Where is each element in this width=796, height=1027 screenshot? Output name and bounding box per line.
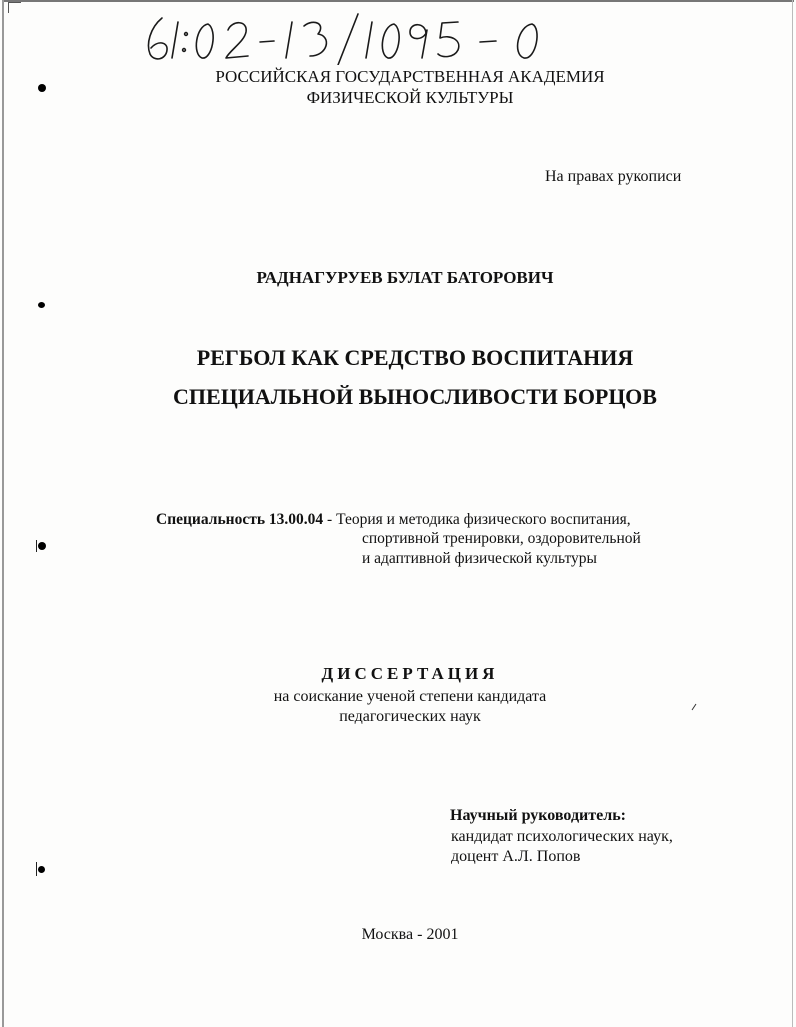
scan-tick [36, 862, 37, 876]
dissertation-degree-line-2: педагогических наук [339, 708, 481, 725]
institution-line-2: ФИЗИЧЕСКОЙ КУЛЬТУРЫ [306, 88, 514, 107]
title-line-1: РЕГБОЛ КАК СРЕДСТВО ВОСПИТАНИЯ [196, 345, 634, 370]
specialty-line-1 [156, 510, 631, 530]
specialty-label: Специальность 13.00.04 [156, 511, 324, 528]
specialty-line-3: и адаптивной физической культуры [362, 550, 597, 567]
supervisor-name: доцент А.Л. Попов [451, 848, 581, 865]
title-line-2: СПЕЦИАЛЬНОЙ ВЫНОСЛИВОСТИ БОРЦОВ [173, 384, 657, 409]
stray-pen-mark [691, 703, 697, 711]
scan-corner-mark [8, 2, 21, 13]
dissertation-degree-line-1: на соискание ученой степени кандидата [273, 688, 547, 705]
punch-hole [38, 84, 46, 92]
handwritten-catalog-number [140, 10, 560, 65]
manuscript-rights-note: На правах рукописи [545, 168, 682, 185]
supervisor-degree: кандидат психологических наук, [451, 828, 673, 845]
specialty-line-2: спортивной тренировки, оздоровительной [362, 530, 641, 547]
scan-edge-left [2, 0, 4, 1027]
author-name: РАДНАГУРУЕВ БУЛАТ БАТОРОВИЧ [256, 268, 554, 287]
institution-name [180, 66, 640, 108]
punch-hole [38, 542, 46, 550]
city-year: Москва - 2001 [361, 926, 459, 943]
dissertation-heading: ДИССЕРТАЦИЯ [321, 664, 499, 683]
supervisor-label: Научный руководитель: [450, 807, 626, 824]
scan-edge-top [2, 0, 794, 2]
scan-edge-right [792, 0, 793, 1027]
specialty-separator: - [323, 511, 337, 528]
specialty-text-1: Теория и методика физического воспитания, [336, 511, 631, 528]
punch-hole [38, 302, 45, 308]
scan-tick [36, 540, 37, 552]
institution-line-1: РОССИЙСКАЯ ГОСУДАРСТВЕННАЯ АКАДЕМИЯ [215, 67, 605, 86]
punch-hole [38, 866, 45, 873]
